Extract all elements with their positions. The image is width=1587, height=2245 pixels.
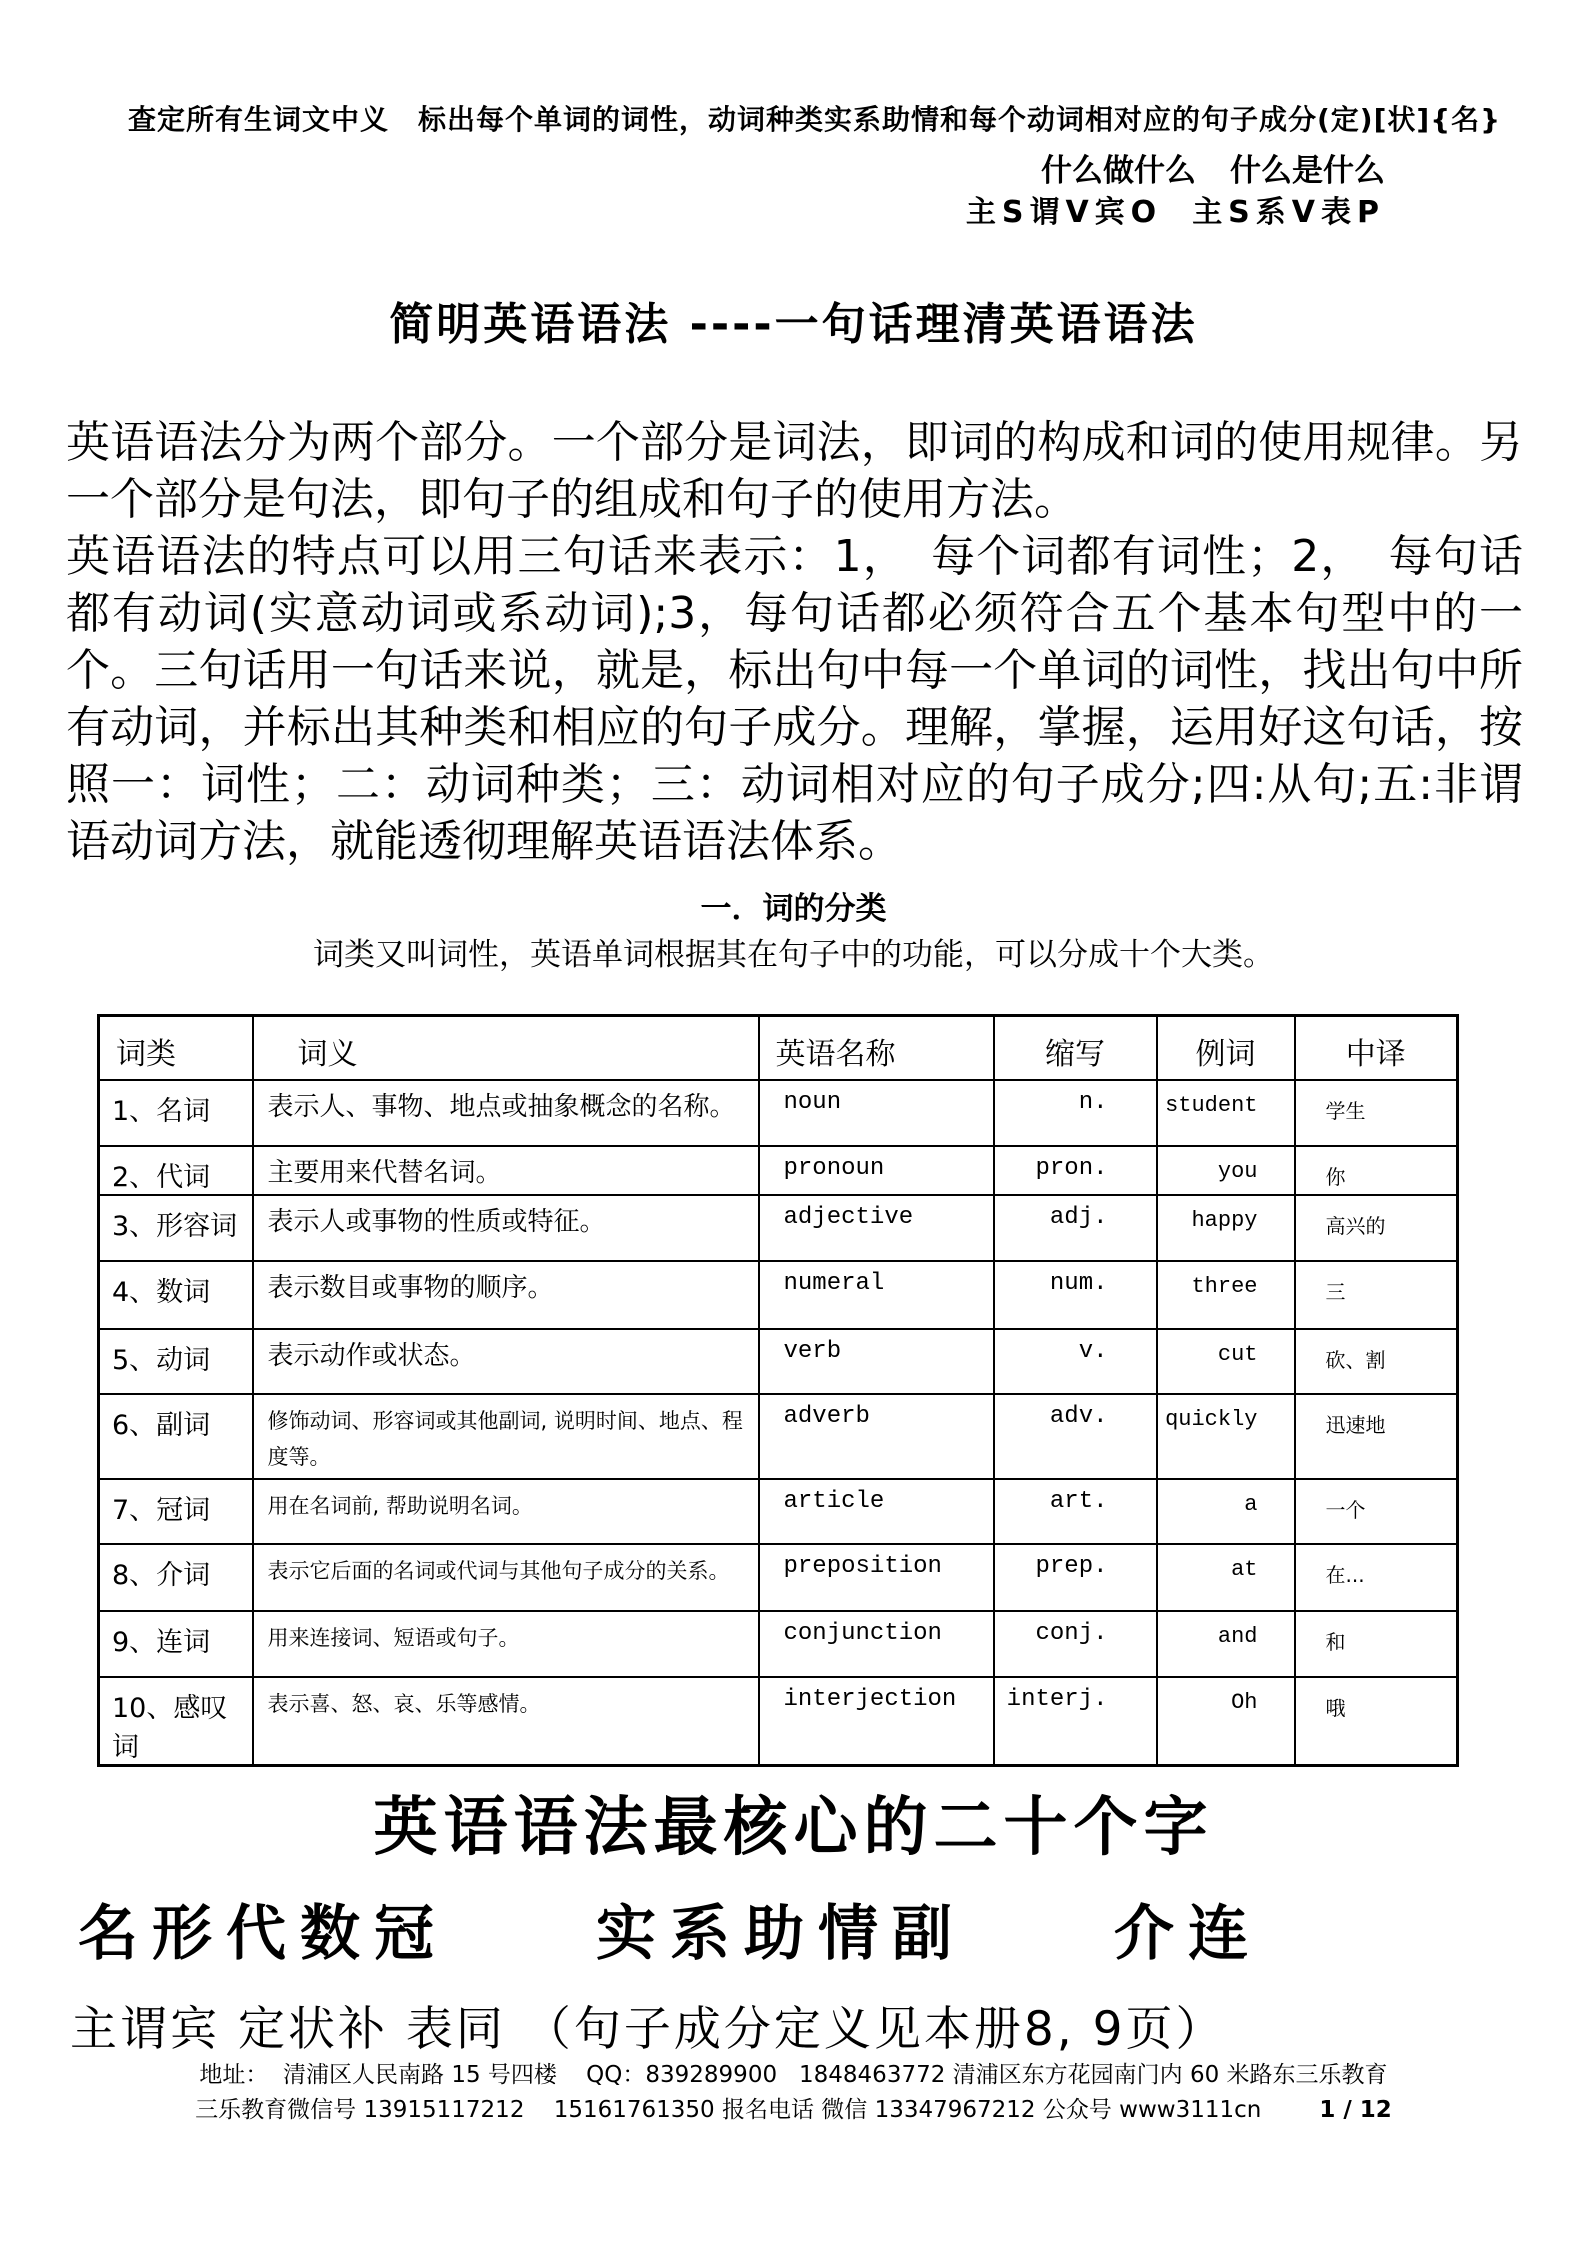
header-word-class: 词类	[99, 1016, 253, 1080]
cell-meaning: 表示人或事物的性质或特征。	[253, 1195, 759, 1261]
cell-translation: 一个	[1295, 1479, 1458, 1544]
cell-english-name: interjection	[759, 1677, 994, 1766]
cell-abbreviation: conj.	[994, 1611, 1157, 1677]
table-row	[99, 1479, 1458, 1544]
cell-abbreviation: n.	[994, 1080, 1157, 1146]
page-number: 1 / 12	[1319, 2097, 1392, 2123]
annotation-line2-left: 什么做什么	[1041, 153, 1196, 189]
cell-english-name: preposition	[759, 1544, 994, 1611]
intro-paragraphs	[66, 414, 1523, 870]
cell-word-class: 9、连词	[99, 1611, 253, 1677]
table-row	[99, 1544, 1458, 1611]
table-row	[99, 1195, 1458, 1261]
cell-meaning: 修饰动词、形容词或其他副词, 说明时间、地点、程度等。	[253, 1394, 759, 1479]
page-footer	[0, 2058, 1587, 2128]
cell-example: at	[1157, 1544, 1295, 1611]
cell-translation: 高兴的	[1295, 1195, 1458, 1261]
footer-contact-text: 三乐教育微信号 13915117212 15161761350 报名电话 微信 13347967212 公众号 www3111cn	[195, 2097, 1262, 2123]
cell-meaning: 表示它后面的名词或代词与其他句子成分的关系。	[253, 1544, 759, 1611]
word-class-table-body	[99, 1080, 1458, 1766]
cell-translation: 哦	[1295, 1677, 1458, 1766]
cell-abbreviation: pron.	[994, 1146, 1157, 1195]
annotation-line1: 查定所有生词文中义 标出每个单词的词性，动词种类实系助情和每个动词相对应的句子成分(定)[状]{名}	[128, 103, 1502, 136]
cell-english-name: conjunction	[759, 1611, 994, 1677]
cell-english-name: pronoun	[759, 1146, 994, 1195]
core-title: 英语语法最核心的二十个字	[373, 1790, 1214, 1865]
cell-meaning: 用在名词前, 帮助说明名词。	[253, 1479, 759, 1544]
annotation-line3	[0, 194, 1587, 232]
top-annotation	[0, 0, 1587, 232]
table-header-row	[99, 1016, 1458, 1080]
cell-translation: 迅速地	[1295, 1394, 1458, 1479]
cell-abbreviation: num.	[994, 1261, 1157, 1329]
table-row	[99, 1329, 1458, 1394]
header-meaning: 词义	[253, 1016, 759, 1080]
cell-example: and	[1157, 1611, 1295, 1677]
cell-word-class: 1、名词	[99, 1080, 253, 1146]
cell-word-class: 10、感叹词	[99, 1677, 253, 1766]
paragraph-2: 英语语法的特点可以用三句话来表示：1， 每个词都有词性；2， 每句话都有动词(实意动词或系动词);3，每句话都必须符合五个基本句型中的一个。三句话用一句话来说，就是，标出句中每一个单词的词性，找出句中所有动词，并标出其种类和相应的句子成分。理解，掌握，运用好这句话，按照一：词性；二：动词种类；三：动词相对应的句子成分;四:从句;五:非谓语动词方法，就能透彻理解英语语法体系。	[66, 531, 1523, 867]
cell-english-name: adjective	[759, 1195, 994, 1261]
cell-word-class: 5、动词	[99, 1329, 253, 1394]
table-row	[99, 1677, 1458, 1766]
cell-example: cut	[1157, 1329, 1295, 1394]
cell-abbreviation: adv.	[994, 1394, 1157, 1479]
header-translation: 中译	[1295, 1016, 1458, 1080]
section-heading: 一．词的分类	[700, 891, 887, 927]
cell-english-name: verb	[759, 1329, 994, 1394]
cell-word-class: 7、冠词	[99, 1479, 253, 1544]
cell-abbreviation: art.	[994, 1479, 1157, 1544]
cell-example: three	[1157, 1261, 1295, 1329]
cell-translation: 和	[1295, 1611, 1458, 1677]
cell-abbreviation: adj.	[994, 1195, 1157, 1261]
header-abbreviation: 缩写	[994, 1016, 1157, 1080]
cell-word-class: 6、副词	[99, 1394, 253, 1479]
cell-abbreviation: v.	[994, 1329, 1157, 1394]
footer-address-line: 地址： 清浦区人民南路 15 号四楼 QQ：839289900 1848463772 清浦区东方花园南门内 60 米路东三乐教育	[199, 2062, 1388, 2088]
core-components: 主谓宾 定状补 表同 （句子成分定义见本册8, 9页）	[70, 2001, 1226, 2057]
cell-translation: 砍、割	[1295, 1329, 1458, 1394]
table-row	[99, 1146, 1458, 1195]
cell-meaning: 表示人、事物、地点或抽象概念的名称。	[253, 1080, 759, 1146]
cell-meaning: 表示喜、怒、哀、乐等感情。	[253, 1677, 759, 1766]
cell-example: quickly	[1157, 1394, 1295, 1479]
cell-translation: 三	[1295, 1261, 1458, 1329]
cell-example: student	[1157, 1080, 1295, 1146]
section-subheading: 词类又叫词性，英语单词根据其在句子中的功能，可以分成十个大类。	[313, 937, 1274, 973]
core-keywords: 名形代数冠 实系助情副 介连	[78, 1898, 1262, 1969]
cell-word-class: 4、数词	[99, 1261, 253, 1329]
cell-meaning: 表示数目或事物的顺序。	[253, 1261, 759, 1329]
word-class-table	[97, 1014, 1459, 1767]
header-english-name: 英语名称	[759, 1016, 994, 1080]
document-title: 简明英语语法 ----一句话理清英语语法	[389, 299, 1198, 350]
annotation-line2-right: 什么是什么	[1230, 153, 1385, 189]
annotation-line3-right: 主S系V表P	[1192, 195, 1385, 230]
cell-example: happy	[1157, 1195, 1295, 1261]
cell-meaning: 表示动作或状态。	[253, 1329, 759, 1394]
cell-word-class: 8、介词	[99, 1544, 253, 1611]
table-row	[99, 1611, 1458, 1677]
cell-english-name: article	[759, 1479, 994, 1544]
cell-meaning: 用来连接词、短语或句子。	[253, 1611, 759, 1677]
cell-word-class: 2、代词	[99, 1146, 253, 1195]
cell-english-name: numeral	[759, 1261, 994, 1329]
cell-abbreviation: prep.	[994, 1544, 1157, 1611]
cell-translation: 学生	[1295, 1080, 1458, 1146]
cell-english-name: adverb	[759, 1394, 994, 1479]
annotation-line3-left: 主S谓V宾O	[965, 195, 1163, 230]
cell-meaning: 主要用来代替名词。	[253, 1146, 759, 1195]
cell-translation: 你	[1295, 1146, 1458, 1195]
table-row	[99, 1394, 1458, 1479]
table-row	[99, 1080, 1458, 1146]
footer-contact-line	[0, 2093, 1587, 2128]
cell-translation: 在...	[1295, 1544, 1458, 1611]
cell-example: Oh	[1157, 1677, 1295, 1766]
annotation-line2	[0, 152, 1587, 190]
cell-example: you	[1157, 1146, 1295, 1195]
header-example: 例词	[1157, 1016, 1295, 1080]
cell-abbreviation: interj.	[994, 1677, 1157, 1766]
cell-example: a	[1157, 1479, 1295, 1544]
cell-word-class: 3、形容词	[99, 1195, 253, 1261]
paragraph-1: 英语语法分为两个部分。一个部分是词法，即词的构成和词的使用规律。另一个部分是句法，即句子的组成和句子的使用方法。	[66, 417, 1523, 525]
cell-english-name: noun	[759, 1080, 994, 1146]
table-row	[99, 1261, 1458, 1329]
